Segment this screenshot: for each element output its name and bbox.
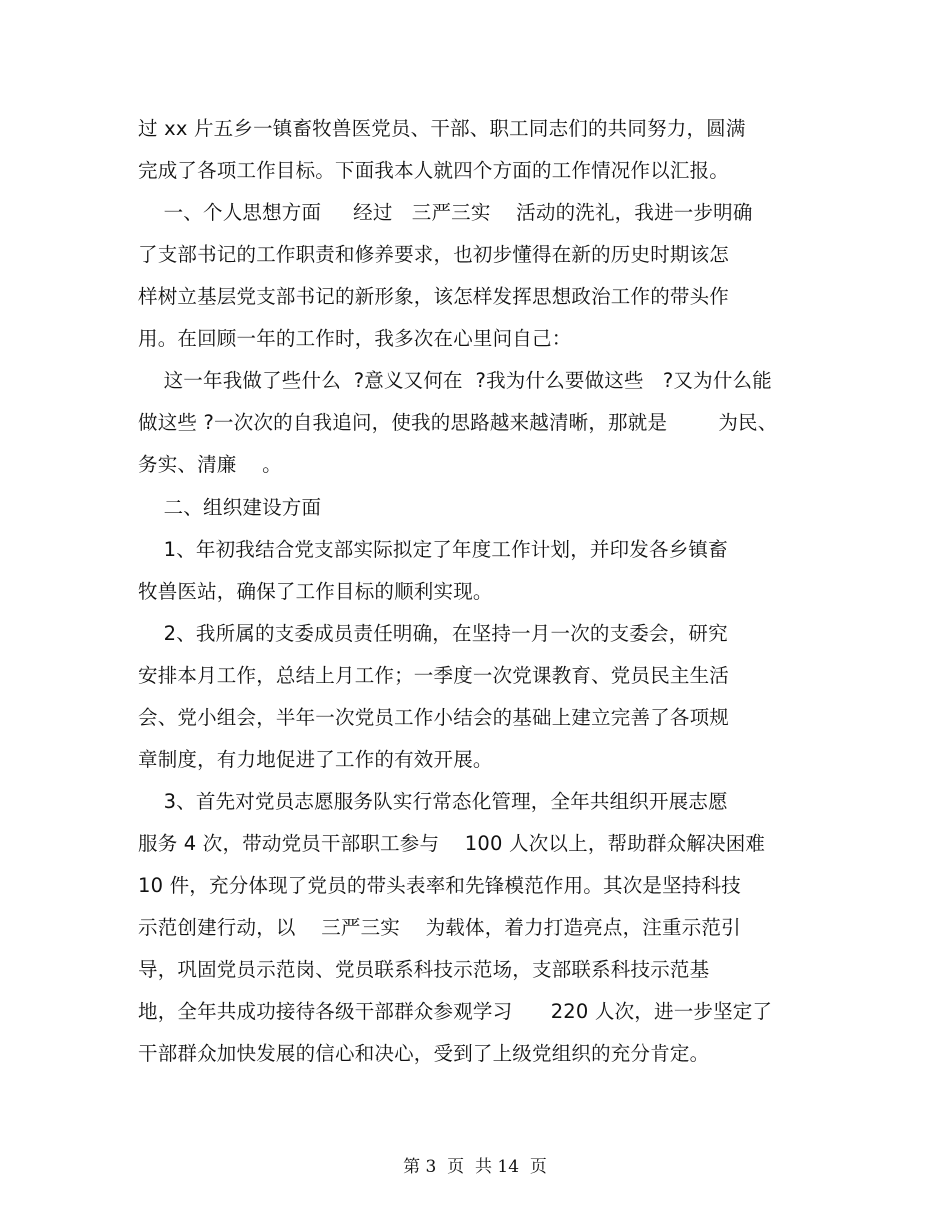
section-heading-line: 一、个人思想方面 经过 三严三实 活动的洗礼，我进一步明确 [138,201,753,224]
section-heading-line: 二、组织建设方面 [138,496,322,519]
text-line: 安排本月工作，总结上月工作；一季度一次党课教育、党员民主生活 [138,664,730,687]
text-line: 1、年初我结合党支部实际拟定了年度工作计划，并印发各乡镇畜 [138,538,728,561]
text-line: 牧兽医站，确保了工作目标的顺利实现。 [138,580,493,603]
text-line: 这一年我做了些什么 ?意义又何在 ?我为什么要做这些 ?又为什么能 [138,369,772,392]
text-line: 务实、清廉 。 [138,453,282,476]
text-line: 服务 4 次，带动党员干部职工参与 100 人次以上，帮助群众解决困难 [138,832,766,855]
text-line: 干部群众加快发展的信心和决心，受到了上级党组织的充分肯定。 [138,1042,710,1065]
text-line: 用。在回顾一年的工作时，我多次在心里问自己： [138,327,572,350]
text-line: 过 xx 片五乡一镇畜牧兽医党员、干部、职工同志们的共同努力，圆满 [138,117,746,140]
text-line: 完成了各项工作目标。下面我本人就四个方面的工作情况作以汇报。 [138,159,730,182]
text-line: 2、我所属的支委成员责任明确，在坚持一月一次的支委会，研究 [138,622,728,645]
text-line: 会、党小组会，半年一次党员工作小结会的基础上建立完善了各项规 [138,706,730,729]
text-line: 3、首先对党员志愿服务队实行常态化管理，全年共组织开展志愿 [138,790,728,813]
text-line: 做这些 ?一次次的自我追问，使我的思路越来越清晰，那就是 为民、 [138,411,778,434]
text-line: 章制度，有力地促进了工作的有效开展。 [138,748,493,771]
text-line: 了支部书记的工作职责和修养要求，也初步懂得在新的历史时期该怎 [138,243,730,266]
text-line: 10 件，充分体现了党员的带头表率和先锋模范作用。其次是坚持科技 [138,874,741,897]
text-line: 样树立基层党支部书记的新形象，该怎样发挥思想政治工作的带头作 [138,285,730,308]
page-number-footer: 第 3 页 共 14 页 [403,1157,547,1177]
text-line: 地，全年共成功接待各级干部群众参观学习 220 人次，进一步坚定了 [138,1000,773,1023]
text-line: 导，巩固党员示范岗、党员联系科技示范场，支部联系科技示范基 [138,958,710,981]
text-line: 示范创建行动，以 三严三实 为载体，着力打造亮点，注重示范引 [138,916,741,939]
